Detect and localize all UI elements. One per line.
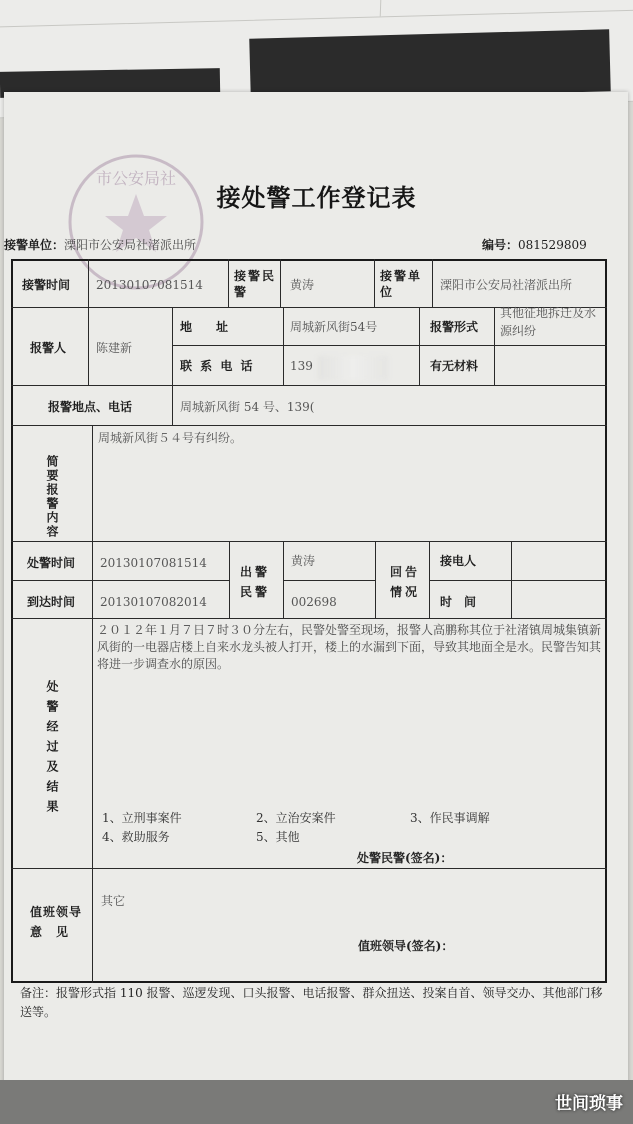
row-line	[11, 541, 607, 542]
row-line	[11, 868, 607, 869]
col-line	[283, 541, 284, 618]
col-line	[92, 425, 93, 983]
arrive-time-label: 到达时间	[27, 595, 76, 609]
phone-redaction	[318, 356, 388, 380]
result-text: ２０１２年１月７日７时３０分左右，民警处警至现场，报警人高鹏称其位于社渚镇周城集镇新风街的一电器店楼上自来水龙头被人打开，楼上的水漏到下面，导致其地面全是水。民警告知其将进一步调查水的原因。	[97, 623, 602, 671]
receive-unit-value: 溧阳市公安局社渚派出所	[440, 278, 573, 292]
form-number-label: 编号：	[482, 238, 519, 252]
col-line	[374, 259, 375, 307]
col-line	[429, 541, 430, 618]
receiving-unit	[4, 236, 196, 253]
brief-label: 简要报警内容	[45, 455, 59, 539]
row-line	[283, 580, 375, 581]
form-title: 接处警工作登记表	[216, 183, 417, 212]
phone-label: 联 系 电 话	[180, 359, 255, 373]
dispatch-time-value: 20130107081514	[100, 556, 207, 570]
receive-officer-label: 接警民警	[234, 269, 277, 299]
scan-bottom-shadow	[0, 1080, 633, 1124]
dispatch-time-label: 处警时间	[27, 556, 76, 570]
dispatch-officer-label: 出警民警	[240, 565, 271, 599]
watermark: 世间琐事	[555, 1094, 623, 1114]
leader-signature-label: 值班领导(签名)：	[358, 939, 454, 953]
row-line	[11, 618, 607, 619]
row-line	[172, 345, 607, 346]
reply-time-label: 时 间	[440, 595, 477, 609]
row-line	[11, 425, 607, 426]
leader-label: 值班领导意 见	[30, 905, 83, 939]
address-value: 周城新风街54号	[290, 320, 378, 334]
dispatch-officer-signature-label: 处警民警(签名)：	[357, 851, 453, 865]
phone-value: 139	[290, 359, 313, 373]
col-line	[228, 259, 229, 307]
svg-text:市公安局社: 市公安局社	[95, 169, 177, 188]
result-label: 处警经过及结果	[45, 680, 59, 820]
option-1: 1、立刑事案件	[102, 811, 182, 825]
receive-unit-label: 接警单位	[380, 269, 423, 299]
receive-time-value: 20130107081514	[96, 278, 203, 292]
dispatch-officer-name: 黄涛	[291, 554, 316, 568]
brief-value: 周城新风街５４号有纠纷。	[98, 431, 243, 445]
material-label: 有无材料	[430, 359, 479, 373]
receiver-label: 接电人	[440, 554, 477, 568]
col-line	[229, 541, 230, 618]
col-line	[283, 307, 284, 385]
location-label: 报警地点、电话	[48, 400, 133, 414]
form-number	[482, 236, 587, 253]
row-line	[11, 580, 229, 581]
reporter-label: 报警人	[30, 341, 67, 355]
location-value: 周城新风街 54 号、139(	[180, 400, 315, 414]
option-2: 2、立治安案件	[256, 811, 336, 825]
option-5: 5、其他	[256, 830, 300, 844]
col-line	[88, 259, 89, 385]
form-number-value: 081529809	[518, 238, 587, 252]
option-4: 4、救助服务	[102, 830, 170, 844]
col-line	[280, 259, 281, 307]
background-dark-strip-right	[249, 29, 610, 100]
dispatch-officer-id: 002698	[291, 595, 337, 609]
arrive-time-value: 20130107082014	[100, 595, 207, 609]
col-line	[432, 259, 433, 307]
footnote: 备注：报警形式指 110 报警、巡逻发现、口头报警、电话报警、群众扭送、投案自首、领导交办、其他部门移送等。	[20, 986, 603, 1019]
receive-time-label: 接警时间	[22, 278, 71, 292]
report-form-value: 其他征地拆迁及水源纠纷	[500, 306, 597, 338]
receive-officer-value: 黄涛	[290, 278, 315, 292]
reply-label: 回告情况	[390, 565, 421, 599]
col-line	[375, 541, 376, 618]
receiving-unit-label: 接警单位：	[4, 238, 65, 252]
row-line	[429, 580, 607, 581]
col-line	[419, 307, 420, 385]
receiving-unit-value: 溧阳市公安局社渚派出所	[64, 238, 197, 252]
row-line	[11, 385, 607, 386]
col-line	[511, 541, 512, 618]
col-line	[172, 307, 173, 425]
col-line	[494, 307, 495, 385]
option-3: 3、作民事调解	[410, 811, 490, 825]
address-label: 地 址	[180, 320, 229, 334]
report-form-label: 报警形式	[430, 320, 479, 334]
reporter-name: 陈建新	[96, 341, 133, 355]
leader-value: 其它	[101, 894, 126, 908]
